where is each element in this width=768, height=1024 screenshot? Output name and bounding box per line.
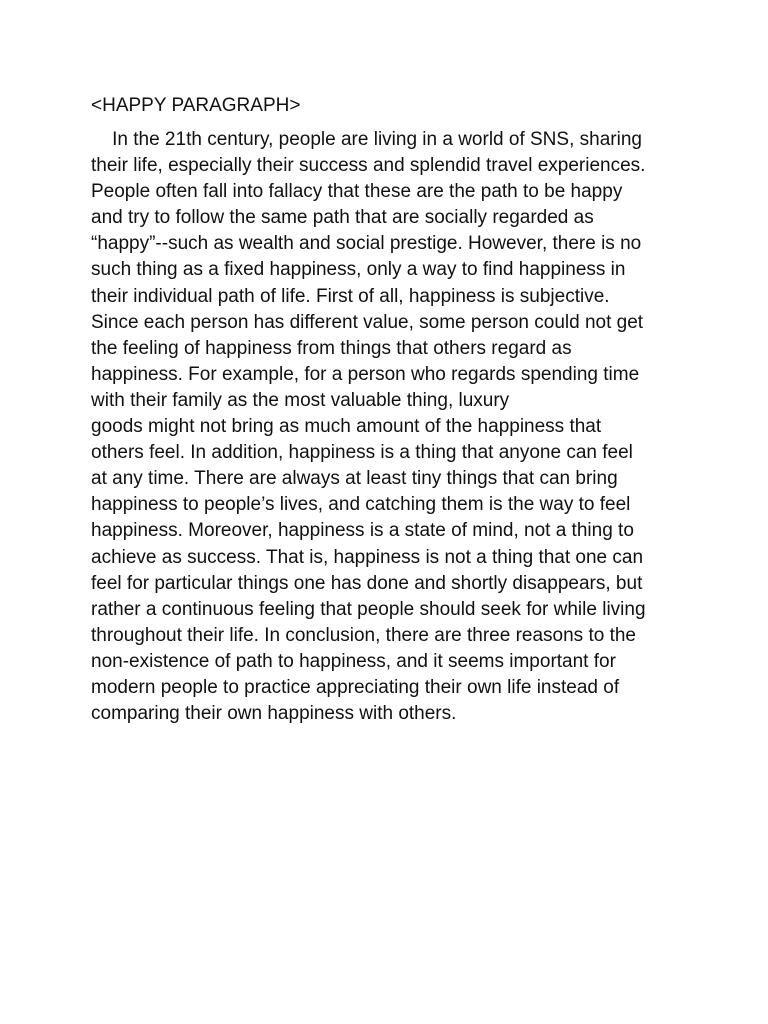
paragraph-line: others feel. In addition, happiness is a thing that anyone can feel	[91, 442, 633, 464]
paragraph-line: the feeling of happiness from things that others regard as	[91, 337, 572, 359]
paragraph-line: “happy”--such as wealth and social prestige. However, there is no	[91, 233, 642, 255]
paragraph-line: achieve as success. That is, happiness is not a thing that one can	[91, 546, 644, 568]
document-title: <HAPPY PARAGRAPH>	[91, 95, 301, 116]
paragraph-line: with their family as the most valuable thing, luxury	[91, 389, 510, 411]
paragraph-line: goods might not bring as much amount of the happiness that	[91, 416, 602, 438]
paragraph-line: non-existence of path to happiness, and it seems important for	[91, 650, 616, 672]
paragraph-line: throughout their life. In conclusion, there are three reasons to the	[91, 624, 636, 646]
paragraph-line: such thing as a fixed happiness, only a way to find happiness in	[91, 259, 626, 281]
paragraph-line: modern people to practice appreciating their own life instead of	[91, 676, 620, 698]
paragraph-line: comparing their own happiness with others.	[91, 703, 457, 725]
paragraph-line: their life, especially their success and splendid travel experiences.	[91, 155, 646, 177]
paragraph-line: at any time. There are always at least tiny things that can bring	[91, 468, 618, 490]
paragraph-line: rather a continuous feeling that people should seek for while living	[91, 598, 646, 620]
paragraph-line: happiness to people’s lives, and catching them is the way to feel	[91, 494, 631, 516]
paragraph-line: In the 21th century, people are living in a world of SNS, sharing	[91, 129, 642, 150]
paragraph-line: People often fall into fallacy that these are the path to be happy	[91, 181, 623, 203]
paragraph-line: and try to follow the same path that are socially regarded as	[91, 207, 594, 229]
paragraph-body	[91, 127, 691, 727]
paragraph-line: happiness. For example, for a person who regards spending time	[91, 363, 640, 385]
paragraph-line: feel for particular things one has done and shortly disappears, but	[91, 572, 643, 594]
paragraph-line: happiness. Moreover, happiness is a state of mind, not a thing to	[91, 520, 634, 542]
paragraph-line: their individual path of life. First of all, happiness is subjective.	[91, 285, 610, 307]
paragraph-line: Since each person has different value, some person could not get	[91, 311, 644, 333]
